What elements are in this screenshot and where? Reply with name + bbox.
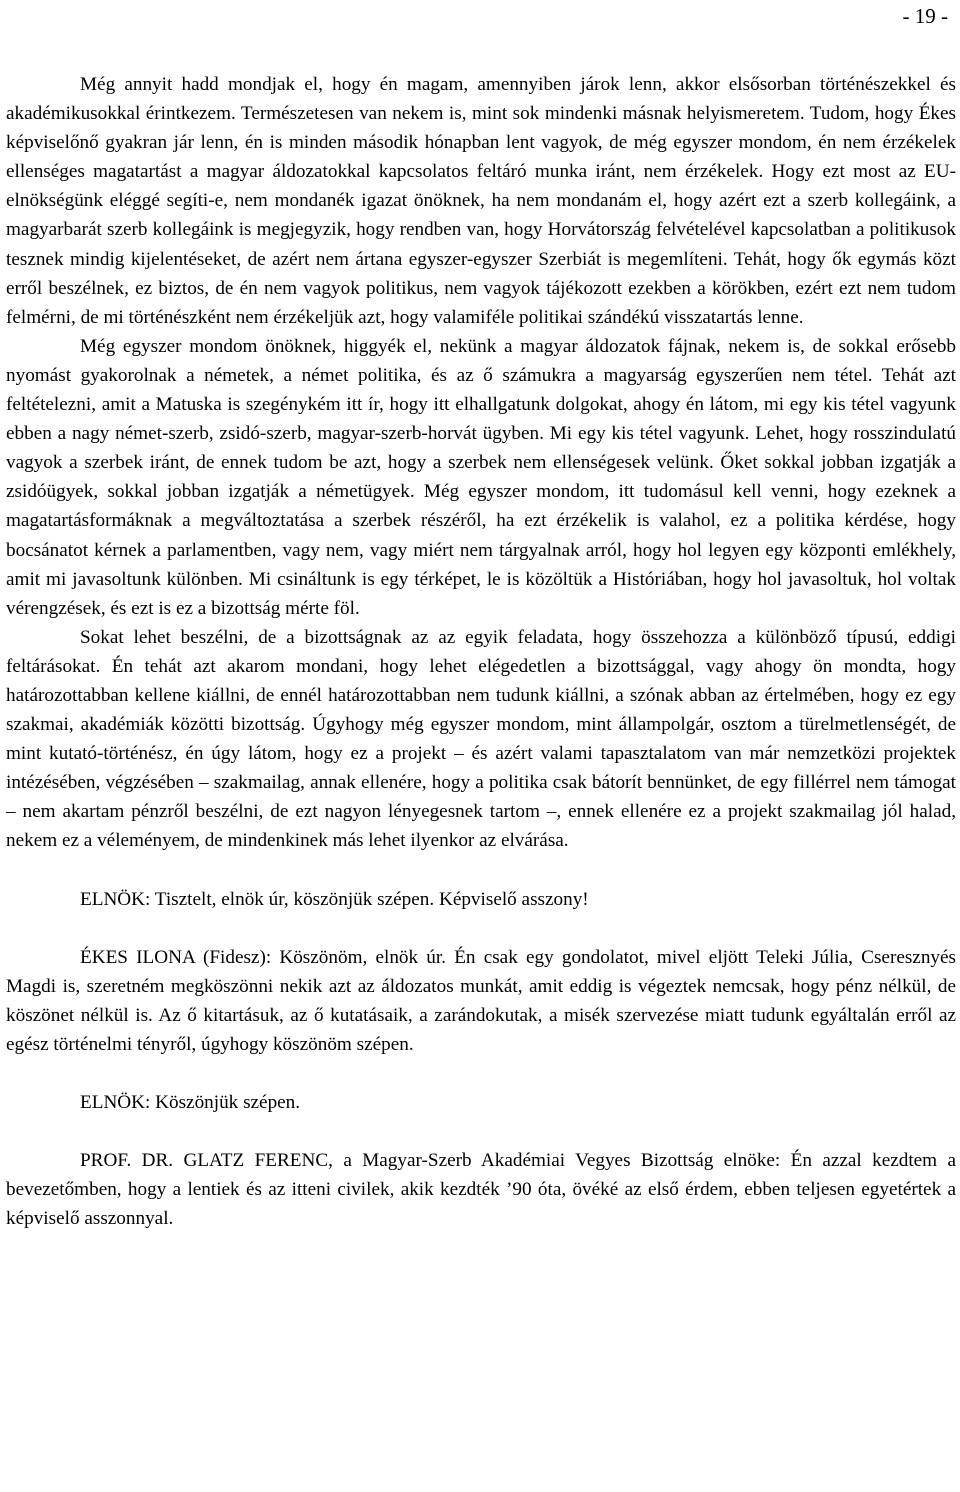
page-number: - 19 - xyxy=(902,4,948,28)
paragraph-glatz-reply: PROF. DR. GLATZ FERENC, a Magyar-Szerb Akadémiai Vegyes Bizottság elnöke: Én azzal kezdtem a bevezetőmben, hogy a lentiek és az itteni civilek, akik kezdték ’90 óta, övéké az első érdem, ebben teljesen egyetértek a képviselő asszonnyal. xyxy=(6,1150,956,1230)
paragraph-ekes-ilona: ÉKES ILONA (Fidesz): Köszönöm, elnök úr. Én csak egy gondolatot, mivel eljött Teleki Júlia, Cseresznyés Magdi is, szeretném megköszönni nekik azt az áldozatos munkát, amit eddig is végeztek nemcsak, hogy pénz nélkül, de köszönet nélkül is. Az ő kitartásuk, az ő kutatásaik, a zarándokutak, a misék szervezése miatt tudunk egyáltalán erről az egész történelmi tényről, úgyhogy köszönöm szépen. xyxy=(6,946,956,1055)
paragraph-glatz-first: Még annyit hadd mondjak el, hogy én magam, amennyiben járok lenn, akkor elsősorban történészekkel és akadémikusokkal érintkezem. Természetesen van nekem is, mint sok mindenki másnak helyismeretem. Tudom, hogy Ékes képviselőnő gyakran jár lenn, én is minden második hónapban lent vagyok, de még egyszer mondom, én nem érzékelek ellenséges magatartást a magyar áldozatokkal kapcsolatos feltáró munka iránt, nem érzékelek. Hogy ezt most az EU-elnökségünk eléggé segíti-e, nem mondanék igazat önöknek, ha nem mondanám el, hogy azért ezt a szerb kollegáink, a magyarbarát szerb kollegáink is megjegyzik, hogy rendben van, hogy Horvátország felvételével kapcsolatban a politikusok tesznek mindig kijelentéseket, de azért nem ártana egyszer-egyszer Szerbiát is megemlíteni. Tehát, hogy ők egymás közt erről beszélnek, ez biztos, de én nem vagyok politikus, nem vagyok tájékozott ezekben a körökben, ezért ezt nem tudom felmérni, de mi történészként nem érzékeljük azt, hogy valamiféle politikai szándékú visszatartás lenne. xyxy=(6,74,956,328)
paragraph-glatz-third: Sokat lehet beszélni, de a bizottságnak az az egyik feladata, hogy összehozza a különböző típusú, eddigi feltárásokat. Én tehát azt akarom mondani, hogy lehet elégedetlen a bizottsággal, vagy ahogy ön mondta, hogy határozottabban kellene kiállni, de ennél határozottabban nem tudunk kiállni, a szónak abban az értelmében, hogy ez egy szakmai, akadémiák közötti bizottság. Úgyhogy még egyszer mondom, mint állampolgár, osztom a türelmetlenségét, de mint kutató-történész, én úgy látom, hogy ez a projekt – és azért valami tapasztalatom van már nemzetközi projektek intézésében, végzésében – szakmailag, annak ellenére, hogy a politika csak bátorít bennünket, de egy fillérrel nem támogat – nem akartam pénzről beszélni, de ezt nagyon lényegesnek tartom –, ennek ellenére ez a projekt szakmailag jól halad, nekem ez a véleményem, de mindenkinek más lehet ilyenkor az elvárása. xyxy=(6,626,956,852)
transcript-body xyxy=(6,70,956,1233)
document-page xyxy=(6,0,956,1492)
paragraph-chair-short: ELNÖK: Köszönjük szépen. xyxy=(80,1092,301,1113)
paragraph-chair-thanks: ELNÖK: Tisztelt, elnök úr, köszönjük szépen. Képviselő asszony! xyxy=(80,888,589,910)
paragraph-glatz-second: Még egyszer mondom önöknek, higgyék el, nekünk a magyar áldozatok fájnak, nekem is, de sokkal erősebb nyomást gyakorolnak a németek, a német politika, és az ő számukra a magyarság egyszerűen nem tétel. Tehát azt feltételezni, amit a Matuska is szegénykém itt ír, hogy itt elhallgatunk dolgokat, ahogy én látom, mi egy kis tétel vagyunk ebben a nagy német-szerb, zsidó-szerb, magyar-szerb-horvát ügyben. Mi egy kis tétel vagyunk. Lehet, hogy rosszindulatú vagyok a szerbek iránt, de ennek tudom be azt, hogy a szerbek nem ellenségesek velünk. Őket sokkal jobban izgatják a zsidóügyek, sokkal jobban izgatják a németügyek. Még egyszer mondom, itt tudomásul kell venni, hogy ezeknek a magatartásformáknak a megváltoztatása a szerbek részéről, ha ezt érzékelik is valahol, ez a politika kérdése, hogy bocsánatot kérnek a parlamentben, vagy nem, vagy miért nem tárgyalnak arról, hogy hol legyen egy központi emlékhely, amit mi javasoltunk különben. Mi csináltunk is egy térképet, le is közöltük a Históriában, hogy hol javasoltuk, hol voltak vérengzések, és ezt is ez a bizottság mérte föl. xyxy=(6,335,956,619)
